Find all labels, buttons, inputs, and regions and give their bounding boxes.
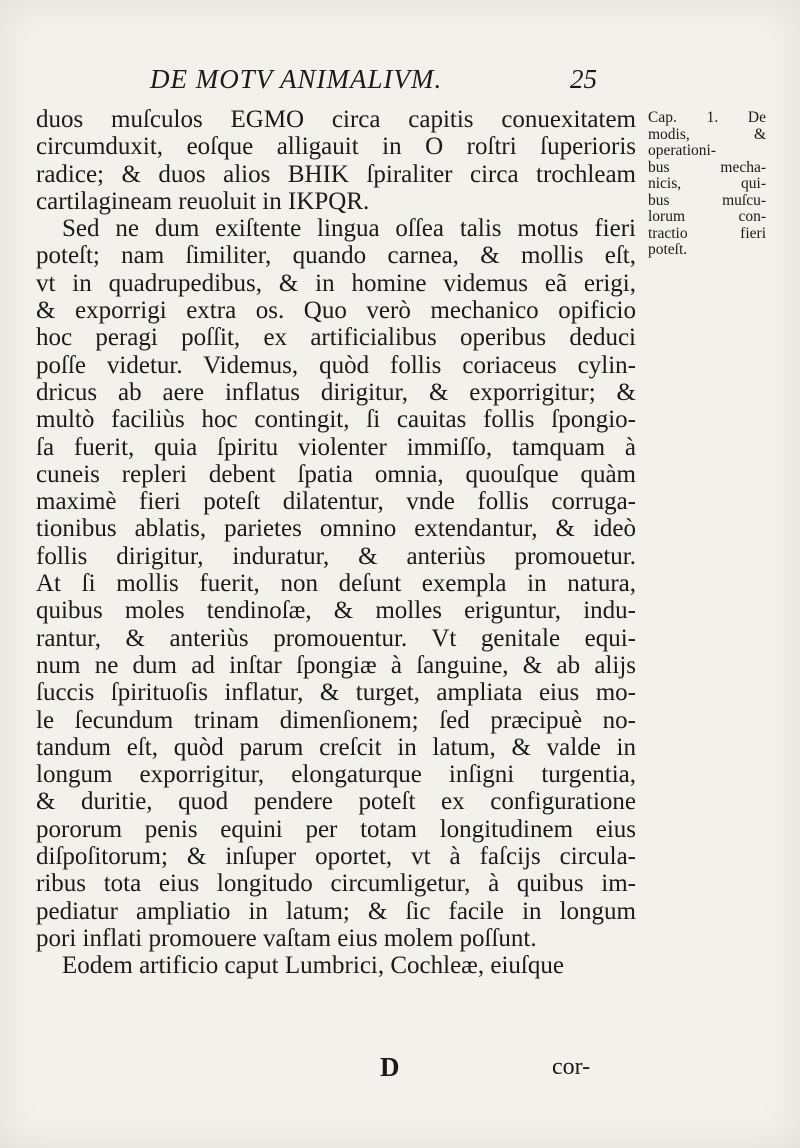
marginal-note-line: lorum con- (648, 208, 766, 225)
page-number: 25 (570, 64, 597, 94)
text-line: pororum penis equini per totam longitudinem eius (36, 815, 636, 843)
text-line: pediatur ampliatio in latum; & ſic facile in longum (36, 897, 636, 925)
text-line: multò faciliùs hoc contingit, ſi cauitas follis ſpongio- (36, 406, 636, 434)
marginal-note-line: poteſt. (648, 241, 688, 258)
text-line: ſa fuerit, quia ſpiritu violenter immiſſo, tamquam à (36, 433, 636, 461)
marginal-note (648, 110, 766, 259)
text-line: Sed ne dum exiſtente lingua oſſea talis motus fieri (62, 215, 636, 243)
main-text-block (36, 106, 636, 980)
text-line: hoc peragi poſſit, ex artificialibus operibus deduci (36, 324, 636, 352)
text-line: ribus tota eius longitudo circumligetur, à quibus im- (36, 870, 636, 898)
text-line: longum exporrigitur, elongaturque inſigni turgentia, (36, 761, 636, 789)
text-line: dricus ab aere inflatus dirigitur, & exporrigitur; & (36, 378, 636, 406)
text-line: At ſi mollis fuerit, non deſunt exempla in natura, (36, 570, 636, 598)
marginal-note-line: bus mecha- (648, 158, 766, 176)
text-line: tandum eſt, quòd parum creſcit in latum, & valde in (36, 733, 636, 761)
text-line: & exporrigi extra os. Quo verò mechanico opificio (36, 297, 636, 325)
text-line: quibus moles tendinoſæ, & molles eriguntur, indu- (36, 597, 636, 625)
text-line: num ne dum ad inſtar ſpongiæ à ſanguine, & ab alijs (36, 651, 636, 679)
text-line: le ſecundum trinam dimenſionem; ſed præcipuè no- (36, 706, 636, 734)
text-line: pori inflati promouere vaſtam eius molem poſſunt. (36, 924, 537, 952)
marginal-note-line: bus muſcu- (648, 191, 766, 209)
marginal-note-line: tractio fieri (648, 224, 766, 242)
running-head-title: DE MOTV ANIMALIVM. (150, 64, 443, 94)
text-line: cartilagineam reuoluit in IKPQR. (36, 187, 370, 215)
text-line: radice; & duos alios BHIK ſpiraliter circa trochleam (36, 160, 636, 188)
text-line: Eodem artificio caput Lumbrici, Cochleæ, eiuſque (62, 952, 564, 980)
text-line: tionibus ablatis, parietes omnino extendantur, & ideò (36, 515, 636, 543)
marginal-note-line: Cap. 1. De (648, 109, 766, 126)
text-line: poſſe videtur. Videmus, quòd follis coriaceus cylin- (36, 351, 636, 379)
text-line: vt in quadrupedibus, & in homine videmus eã erigi, (36, 269, 636, 297)
text-line: maximè fieri poteſt dilatentur, vnde follis corruga- (36, 488, 636, 516)
text-line: circumduxit, eoſque alligauit in O roſtri ſuperioris (36, 133, 636, 161)
marginal-note-line: nicis, qui- (648, 175, 766, 192)
signature-mark: D (380, 1052, 400, 1082)
marginal-note-line: modis, & (648, 125, 766, 143)
marginal-note-line: operationi- (648, 142, 717, 159)
text-line: diſpoſitorum; & inſuper oportet, vt à faſcijs circula- (36, 843, 636, 871)
text-line: duos muſculos EGMO circa capitis conuexitatem (36, 106, 636, 133)
text-line: rantur, & anteriùs promouentur. Vt genitale equi- (36, 624, 636, 652)
text-line: & duritie, quod pendere poteſt ex configuratione (36, 788, 636, 816)
text-line: follis dirigitur, induratur, & anteriùs promouetur. (36, 542, 636, 570)
running-head (150, 64, 620, 104)
text-line: cuneis repleri debent ſpatia omnia, quouſque quàm (36, 460, 636, 488)
catchword: cor- (552, 1054, 591, 1080)
text-line: poteſt; nam ſimiliter, quando carnea, & mollis eſt, (36, 242, 636, 270)
text-line: ſuccis ſpirituoſis inflatur, & turget, ampliata eius mo- (36, 679, 636, 707)
